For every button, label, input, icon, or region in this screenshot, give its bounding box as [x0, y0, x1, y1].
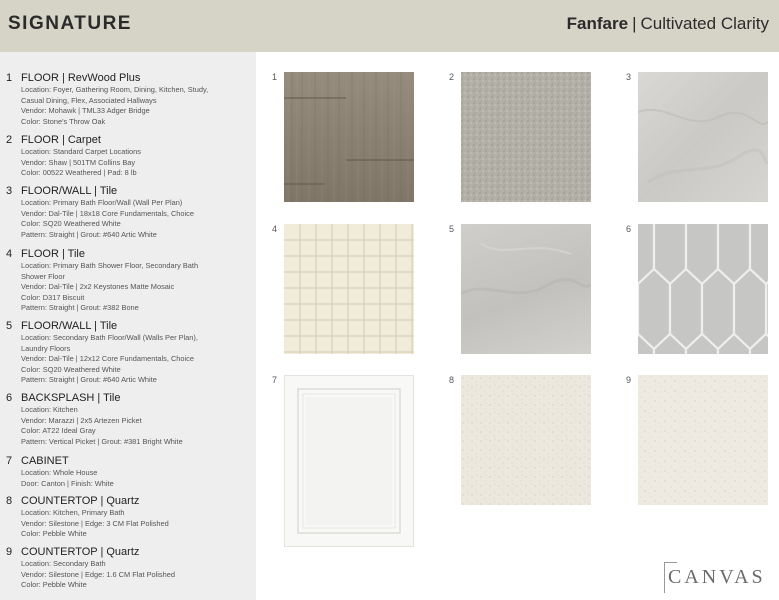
- spec-heading: FLOOR/WALL | Tile: [21, 320, 118, 332]
- wood-planks-graphic: [284, 72, 414, 202]
- mosaic-grid-graphic: [284, 224, 414, 354]
- spec-details: [21, 468, 249, 489]
- spec-line: Color: Pebble White: [21, 529, 87, 539]
- spec-details: [21, 405, 249, 447]
- spec-number: 7: [6, 455, 13, 467]
- spec-line: Vendor: Shaw | 501TM Collins Bay: [21, 157, 136, 167]
- spec-details: [21, 508, 249, 540]
- spec-number: 9: [6, 546, 13, 558]
- spec-line: Color: Pebble White: [21, 580, 87, 590]
- spec-details: [21, 333, 249, 386]
- quartz-speckle-graphic: [638, 375, 768, 505]
- tile-number: 7: [272, 375, 278, 385]
- spec-line: Color: D317 Biscuit: [21, 292, 85, 302]
- spec-line: Shower Floor: [21, 271, 65, 281]
- spec-line: Location: Primary Bath Shower Floor, Secondary Bath: [21, 261, 199, 270]
- spec-line: Location: Secondary Bath Floor/Wall (Walls Per Plan),: [21, 333, 198, 342]
- spec-line: Color: Stone's Throw Oak: [21, 116, 106, 126]
- spec-details: [21, 85, 249, 127]
- spec-number: 2: [6, 134, 13, 146]
- spec-line: Location: Whole House: [21, 468, 98, 477]
- spec-heading: FLOOR | RevWood Plus: [21, 72, 141, 84]
- spec-number: 5: [6, 320, 13, 332]
- spec-heading: COUNTERTOP | Quartz: [21, 495, 140, 507]
- canvas-logo: CANVAS: [668, 566, 766, 588]
- tile-number: 5: [449, 224, 455, 234]
- title-separator: |: [632, 14, 637, 33]
- spec-line: Vendor: Marazzi | 2x5 Artezen Picket: [21, 415, 142, 425]
- spec-line: Location: Primary Bath Floor/Wall (Wall Per Plan): [21, 198, 183, 207]
- spec-line: Vendor: Dal-Tile | 12x12 Core Fundamentals, Choice: [21, 354, 194, 364]
- quartz-speckle-graphic: [461, 375, 591, 505]
- wood-floor-swatch: [284, 72, 414, 202]
- brand-title: SIGNATURE: [8, 13, 132, 34]
- spec-line: Vendor: Silestone | Edge: 3 CM Flat Polished: [21, 518, 169, 528]
- spec-heading: BACKSPLASH | Tile: [21, 392, 121, 404]
- mosaic-2x2-swatch: [284, 224, 414, 354]
- spec-details: [21, 198, 249, 240]
- carpet-texture-graphic: [461, 72, 591, 202]
- spec-details: [21, 147, 249, 179]
- spec-line: Vendor: Silestone | Edge: 1.6 CM Flat Polished: [21, 569, 175, 579]
- spec-line: Vendor: Dal-Tile | 18x18 Core Fundamentals, Choice: [21, 208, 194, 218]
- spec-line: Pattern: Straight | Grout: #640 Artic White: [21, 375, 157, 385]
- spec-line: Vendor: Dal-Tile | 2x2 Keystones Matte Mosaic: [21, 282, 175, 292]
- tile-number: 9: [626, 375, 632, 385]
- spec-heading: FLOOR | Tile: [21, 248, 85, 260]
- spec-number: 3: [6, 185, 13, 197]
- spec-line: Casual Dining, Flex, Associated Hallways: [21, 95, 157, 105]
- spec-line: Color: SQ20 Weathered White: [21, 364, 121, 374]
- tile-number: 1: [272, 72, 278, 82]
- spec-line: Location: Kitchen: [21, 405, 78, 414]
- cabinet-door-swatch: [284, 375, 414, 547]
- spec-details: [21, 559, 249, 591]
- spec-line: Location: Kitchen, Primary Bath: [21, 508, 125, 517]
- spec-line: Color: SQ20 Weathered White: [21, 219, 121, 229]
- spec-heading: FLOOR/WALL | Tile: [21, 185, 118, 197]
- spec-line: Color: 00522 Weathered | Pad: 8 lb: [21, 168, 137, 178]
- spec-line: Pattern: Straight | Grout: #640 Artic White: [21, 229, 157, 239]
- spec-line: Location: Secondary Bath: [21, 559, 106, 568]
- tile-number: 6: [626, 224, 632, 234]
- collection-name: Fanfare: [566, 14, 629, 33]
- spec-number: 1: [6, 72, 13, 84]
- quartz-bath-swatch: [638, 375, 768, 505]
- spec-number: 4: [6, 248, 13, 260]
- stone-veining-graphic: [461, 224, 591, 354]
- collection-subtitle: Cultivated Clarity: [640, 14, 769, 33]
- spec-line: Color: AT22 Ideal Gray: [21, 426, 96, 436]
- picket-backsplash-swatch: [638, 224, 768, 354]
- spec-line: Location: Standard Carpet Locations: [21, 147, 141, 156]
- spec-heading: FLOOR | Carpet: [21, 134, 101, 146]
- tile-number: 4: [272, 224, 278, 234]
- tile-12x12-swatch: [461, 224, 591, 354]
- spec-details: [21, 261, 249, 314]
- spec-heading: CABINET: [21, 455, 69, 467]
- stone-veining-graphic: [638, 72, 768, 202]
- spec-line: Location: Foyer, Gathering Room, Dining, Kitchen, Study,: [21, 85, 209, 94]
- tile-number: 3: [626, 72, 632, 82]
- header-bar: [0, 0, 779, 52]
- collection-title: [567, 14, 769, 34]
- quartz-kitchen-swatch: [461, 375, 591, 505]
- carpet-swatch: [461, 72, 591, 202]
- spec-number: 8: [6, 495, 13, 507]
- tile-number: 2: [449, 72, 455, 82]
- tile-number: 8: [449, 375, 455, 385]
- spec-line: Pattern: Vertical Picket | Grout: #381 Bright White: [21, 436, 183, 446]
- cabinet-door-graphic: [284, 375, 414, 547]
- spec-line: Door: Canton | Finish: White: [21, 478, 114, 488]
- spec-number: 6: [6, 392, 13, 404]
- spec-heading: COUNTERTOP | Quartz: [21, 546, 140, 558]
- tile-18x18-swatch: [638, 72, 768, 202]
- spec-line: Pattern: Straight | Grout: #382 Bone: [21, 303, 139, 313]
- spec-line: Vendor: Mohawk | TML33 Adger Bridge: [21, 106, 150, 116]
- picket-pattern-graphic: [638, 224, 768, 354]
- spec-line: Laundry Floors: [21, 343, 71, 353]
